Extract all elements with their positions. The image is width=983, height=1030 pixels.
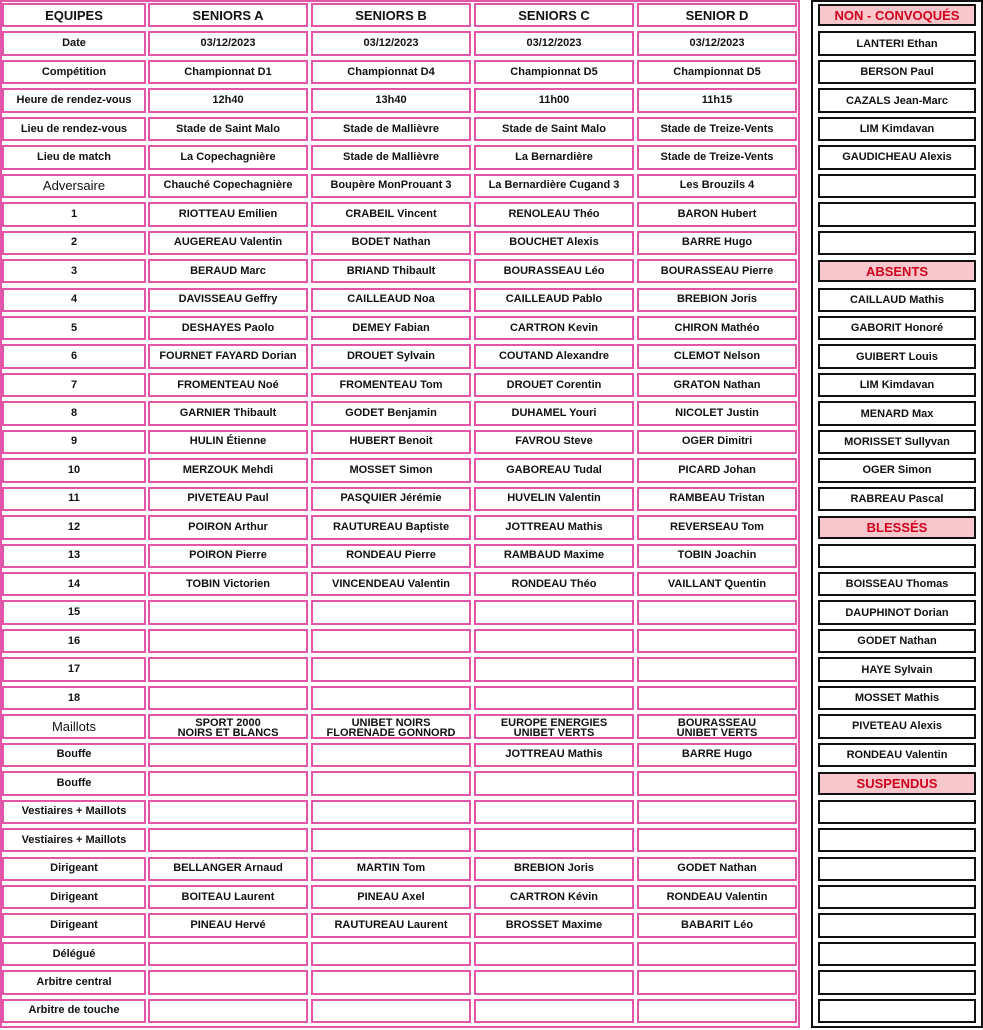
info-row-cell: Championnat D5 <box>474 60 634 84</box>
maillot-line: BOURASSEAU <box>677 717 757 730</box>
dirigeant-row-cell: BABARIT Léo <box>637 913 797 937</box>
official-row-cell <box>637 999 797 1023</box>
player-row-cell: BOUCHET Alexis <box>474 231 634 255</box>
official-row-cell <box>311 970 471 994</box>
player-row-cell: RENOLEAU Théo <box>474 202 634 226</box>
adversaire-label: Adversaire <box>2 174 146 198</box>
player-row-cell: BRIAND Thibault <box>311 259 471 283</box>
player-row-label: 5 <box>2 316 146 340</box>
dirigeant-row-cell: BROSSET Maxime <box>474 913 634 937</box>
blesses-item: BOISSEAU Thomas <box>818 572 976 596</box>
suspendus-item <box>818 885 976 909</box>
blesses-item: DAUPHINOT Dorian <box>818 600 976 624</box>
info-row-label: Date <box>2 31 146 55</box>
adversaire-cell: Boupère MonProuant 3 <box>311 174 471 198</box>
player-row-cell: PIVETEAU Paul <box>148 487 308 511</box>
player-row-cell: CAILLEAUD Noa <box>311 288 471 312</box>
absents-header: ABSENTS <box>818 260 976 282</box>
non-convoques-item: LIM Kimdavan <box>818 117 976 141</box>
absents-item: MENARD Max <box>818 401 976 425</box>
info-row-cell: Championnat D4 <box>311 60 471 84</box>
player-row-cell: RONDEAU Pierre <box>311 544 471 568</box>
player-row-cell: POIRON Arthur <box>148 515 308 539</box>
player-row-cell: BARRE Hugo <box>637 231 797 255</box>
absents-item: OGER Simon <box>818 458 976 482</box>
maillot-cell <box>637 714 797 738</box>
player-row-cell: MOSSET Simon <box>311 458 471 482</box>
player-row-cell: JOTTREAU Mathis <box>474 515 634 539</box>
player-row-cell: POIRON Pierre <box>148 544 308 568</box>
player-row-cell: RAMBAUD Maxime <box>474 544 634 568</box>
player-row-cell <box>311 600 471 624</box>
non-convoques-item: CAZALS Jean-Marc <box>818 88 976 112</box>
player-row-cell: REVERSEAU Tom <box>637 515 797 539</box>
player-row-cell: AUGEREAU Valentin <box>148 231 308 255</box>
header-team-3: SENIORS C <box>474 3 634 27</box>
dirigeant-row-label: Dirigeant <box>2 885 146 909</box>
official-row-cell <box>474 970 634 994</box>
info-row-cell: 03/12/2023 <box>148 31 308 55</box>
player-row-cell: BARON Hubert <box>637 202 797 226</box>
info-row-cell: Championnat D1 <box>148 60 308 84</box>
official-row-cell <box>148 999 308 1023</box>
header-team-4: SENIOR D <box>637 3 797 27</box>
maillot-line: EUROPE ENERGIES <box>500 717 608 730</box>
vestiaires-row-cell <box>637 828 797 852</box>
adversaire-cell: La Bernardière Cugand 3 <box>474 174 634 198</box>
blesses-item: MOSSET Mathis <box>818 686 976 710</box>
player-row-label: 14 <box>2 572 146 596</box>
vestiaires-row-label: Vestiaires + Maillots <box>2 828 146 852</box>
info-row-cell: Stade de Saint Malo <box>474 117 634 141</box>
player-row-label: 12 <box>2 515 146 539</box>
absents-item: RABREAU Pascal <box>818 487 976 511</box>
player-row-cell: COUTAND Alexandre <box>474 344 634 368</box>
official-row-cell <box>311 999 471 1023</box>
info-row-label: Compétition <box>2 60 146 84</box>
player-row-cell: DUHAMEL Youri <box>474 401 634 425</box>
player-row-cell: BREBION Joris <box>637 288 797 312</box>
player-row-cell: GABOREAU Tudal <box>474 458 634 482</box>
official-row-cell <box>637 970 797 994</box>
player-row-cell: RONDEAU Théo <box>474 572 634 596</box>
bouffe-row-label: Bouffe <box>2 771 146 795</box>
player-row-label: 16 <box>2 629 146 653</box>
bouffe-row-cell <box>637 771 797 795</box>
maillot-cell <box>148 714 308 738</box>
blesses-item: RONDEAU Valentin <box>818 743 976 767</box>
dirigeant-row-label: Dirigeant <box>2 913 146 937</box>
player-row-label: 2 <box>2 231 146 255</box>
player-row-cell: RIOTTEAU Emilien <box>148 202 308 226</box>
dirigeant-row-cell: CARTRON Kévin <box>474 885 634 909</box>
official-row-cell <box>474 999 634 1023</box>
bouffe-row-cell <box>148 743 308 767</box>
vestiaires-row-cell <box>148 828 308 852</box>
maillots-label: Maillots <box>2 714 146 738</box>
suspendus-item <box>818 999 976 1023</box>
info-row-cell: 03/12/2023 <box>311 31 471 55</box>
bouffe-row-cell: JOTTREAU Mathis <box>474 743 634 767</box>
maillot-line: NOIRS ET BLANCS <box>177 727 279 739</box>
player-row-cell: FROMENTEAU Noé <box>148 373 308 397</box>
player-row-cell <box>474 600 634 624</box>
official-row-cell <box>637 942 797 966</box>
vestiaires-row-cell <box>311 828 471 852</box>
dirigeant-row-cell: RONDEAU Valentin <box>637 885 797 909</box>
player-row-cell <box>311 629 471 653</box>
header-team-1: SENIORS A <box>148 3 308 27</box>
maillot-line: UNIBET VERTS <box>513 727 595 739</box>
adversaire-cell: Les Brouzils 4 <box>637 174 797 198</box>
non-convoques-header: NON - CONVOQUÉS <box>818 4 976 26</box>
official-row-label: Délégué <box>2 942 146 966</box>
player-row-cell <box>148 629 308 653</box>
suspendus-header: SUSPENDUS <box>818 772 976 794</box>
player-row-cell: DESHAYES Paolo <box>148 316 308 340</box>
bouffe-row-cell <box>474 771 634 795</box>
player-row-cell: VAILLANT Quentin <box>637 572 797 596</box>
official-row-label: Arbitre central <box>2 970 146 994</box>
player-row-cell: PICARD Johan <box>637 458 797 482</box>
header-team-2: SENIORS B <box>311 3 471 27</box>
player-row-cell: FROMENTEAU Tom <box>311 373 471 397</box>
player-row-cell: DROUET Corentin <box>474 373 634 397</box>
player-row-cell <box>637 629 797 653</box>
player-row-label: 10 <box>2 458 146 482</box>
player-row-cell <box>637 686 797 710</box>
player-row-cell: RAMBEAU Tristan <box>637 487 797 511</box>
non-convoques-item <box>818 231 976 255</box>
info-row-cell: La Bernardière <box>474 145 634 169</box>
dirigeant-row-cell: PINEAU Hervé <box>148 913 308 937</box>
official-row-cell <box>148 970 308 994</box>
blesses-item: HAYE Sylvain <box>818 657 976 681</box>
dirigeant-row-cell: BELLANGER Arnaud <box>148 857 308 881</box>
vestiaires-row-cell <box>474 800 634 824</box>
blesses-header: BLESSÉS <box>818 516 976 538</box>
player-row-label: 1 <box>2 202 146 226</box>
info-row-cell: Stade de Treize-Vents <box>637 145 797 169</box>
suspendus-item <box>818 857 976 881</box>
official-row-label: Arbitre de touche <box>2 999 146 1023</box>
player-row-cell <box>148 657 308 681</box>
player-row-cell: RAUTUREAU Baptiste <box>311 515 471 539</box>
player-row-cell: CLEMOT Nelson <box>637 344 797 368</box>
player-row-label: 8 <box>2 401 146 425</box>
vestiaires-row-cell <box>474 828 634 852</box>
player-row-cell: DROUET Sylvain <box>311 344 471 368</box>
non-convoques-item <box>818 202 976 226</box>
info-row-label: Lieu de rendez-vous <box>2 117 146 141</box>
dirigeant-row-cell: PINEAU Axel <box>311 885 471 909</box>
player-row-cell: CRABEIL Vincent <box>311 202 471 226</box>
absents-item: MORISSET Sullyvan <box>818 430 976 454</box>
header-equipes: EQUIPES <box>2 3 146 27</box>
non-convoques-item: LANTERI Ethan <box>818 31 976 55</box>
player-row-cell: VINCENDEAU Valentin <box>311 572 471 596</box>
player-row-cell: DEMEY Fabian <box>311 316 471 340</box>
maillot-line: UNIBET NOIRS <box>351 717 431 730</box>
bouffe-row-cell: BARRE Hugo <box>637 743 797 767</box>
absents-item: GUIBERT Louis <box>818 344 976 368</box>
dirigeant-row-cell: BOITEAU Laurent <box>148 885 308 909</box>
non-convoques-item: GAUDICHEAU Alexis <box>818 145 976 169</box>
player-row-cell: BOURASSEAU Pierre <box>637 259 797 283</box>
dirigeant-row-label: Dirigeant <box>2 857 146 881</box>
player-row-cell: HUVELIN Valentin <box>474 487 634 511</box>
info-row-cell: 03/12/2023 <box>637 31 797 55</box>
player-row-cell: GRATON Nathan <box>637 373 797 397</box>
suspendus-item <box>818 800 976 824</box>
player-row-cell: DAVISSEAU Geffry <box>148 288 308 312</box>
panel-divider <box>802 0 808 1030</box>
player-row-label: 15 <box>2 600 146 624</box>
info-row-cell: 03/12/2023 <box>474 31 634 55</box>
non-convoques-item <box>818 174 976 198</box>
player-row-cell: TOBIN Victorien <box>148 572 308 596</box>
player-row-label: 7 <box>2 373 146 397</box>
suspendus-item <box>818 828 976 852</box>
player-row-label: 3 <box>2 259 146 283</box>
info-row-cell: Stade de Mallièvre <box>311 117 471 141</box>
bouffe-row-cell <box>311 743 471 767</box>
maillot-line: UNIBET VERTS <box>676 727 758 739</box>
non-convoques-item: BERSON Paul <box>818 60 976 84</box>
info-row-cell: 11h00 <box>474 88 634 112</box>
bouffe-row-label: Bouffe <box>2 743 146 767</box>
maillot-line: SPORT 2000 <box>195 717 261 730</box>
player-row-cell <box>474 686 634 710</box>
player-row-cell: TOBIN Joachin <box>637 544 797 568</box>
player-row-cell: PASQUIER Jérémie <box>311 487 471 511</box>
player-row-cell: HULIN Étienne <box>148 430 308 454</box>
dirigeant-row-cell: BREBION Joris <box>474 857 634 881</box>
suspendus-item <box>818 913 976 937</box>
info-row-cell: La Copechagnière <box>148 145 308 169</box>
player-row-cell <box>311 657 471 681</box>
dirigeant-row-cell: RAUTUREAU Laurent <box>311 913 471 937</box>
player-row-cell: FOURNET FAYARD Dorian <box>148 344 308 368</box>
player-row-label: 13 <box>2 544 146 568</box>
player-row-cell <box>637 657 797 681</box>
player-row-cell: BERAUD Marc <box>148 259 308 283</box>
player-row-cell <box>148 600 308 624</box>
player-row-cell <box>474 657 634 681</box>
official-row-cell <box>474 942 634 966</box>
vestiaires-row-label: Vestiaires + Maillots <box>2 800 146 824</box>
player-row-cell: MERZOUK Mehdi <box>148 458 308 482</box>
player-row-label: 4 <box>2 288 146 312</box>
player-row-cell: GODET Benjamin <box>311 401 471 425</box>
player-row-label: 18 <box>2 686 146 710</box>
suspendus-item <box>818 942 976 966</box>
player-row-cell: CAILLEAUD Pablo <box>474 288 634 312</box>
player-row-cell: BODET Nathan <box>311 231 471 255</box>
info-row-cell: Stade de Treize-Vents <box>637 117 797 141</box>
vestiaires-row-cell <box>311 800 471 824</box>
maillot-cell <box>311 714 471 738</box>
player-row-cell: FAVROU Steve <box>474 430 634 454</box>
info-row-cell: Stade de Mallièvre <box>311 145 471 169</box>
info-row-cell: Championnat D5 <box>637 60 797 84</box>
official-row-cell <box>148 942 308 966</box>
bouffe-row-cell <box>311 771 471 795</box>
blesses-item <box>818 544 976 568</box>
player-row-label: 11 <box>2 487 146 511</box>
player-row-cell <box>148 686 308 710</box>
info-row-label: Heure de rendez-vous <box>2 88 146 112</box>
info-row-cell: 12h40 <box>148 88 308 112</box>
player-row-cell: HUBERT Benoit <box>311 430 471 454</box>
dirigeant-row-cell: GODET Nathan <box>637 857 797 881</box>
dirigeant-row-cell: MARTIN Tom <box>311 857 471 881</box>
absents-item: CAILLAUD Mathis <box>818 288 976 312</box>
player-row-cell <box>474 629 634 653</box>
adversaire-cell: Chauché Copechagnière <box>148 174 308 198</box>
vestiaires-row-cell <box>148 800 308 824</box>
official-row-cell <box>311 942 471 966</box>
player-row-cell: CHIRON Mathéo <box>637 316 797 340</box>
absents-item: GABORIT Honoré <box>818 316 976 340</box>
info-row-label: Lieu de match <box>2 145 146 169</box>
player-row-cell: OGER Dimitri <box>637 430 797 454</box>
suspendus-item <box>818 970 976 994</box>
bouffe-row-cell <box>148 771 308 795</box>
player-row-cell <box>637 600 797 624</box>
player-row-cell: NICOLET Justin <box>637 401 797 425</box>
player-row-cell: GARNIER Thibault <box>148 401 308 425</box>
blesses-item: PIVETEAU Alexis <box>818 714 976 738</box>
player-row-label: 6 <box>2 344 146 368</box>
blesses-item: GODET Nathan <box>818 629 976 653</box>
info-row-cell: 13h40 <box>311 88 471 112</box>
player-row-cell <box>311 686 471 710</box>
info-row-cell: Stade de Saint Malo <box>148 117 308 141</box>
absents-item: LIM Kimdavan <box>818 373 976 397</box>
vestiaires-row-cell <box>637 800 797 824</box>
maillot-cell <box>474 714 634 738</box>
player-row-label: 9 <box>2 430 146 454</box>
player-row-cell: CARTRON Kevin <box>474 316 634 340</box>
info-row-cell: 11h15 <box>637 88 797 112</box>
maillot-line: FLORENADE GONNORD <box>326 727 456 739</box>
player-row-cell: BOURASSEAU Léo <box>474 259 634 283</box>
player-row-label: 17 <box>2 657 146 681</box>
